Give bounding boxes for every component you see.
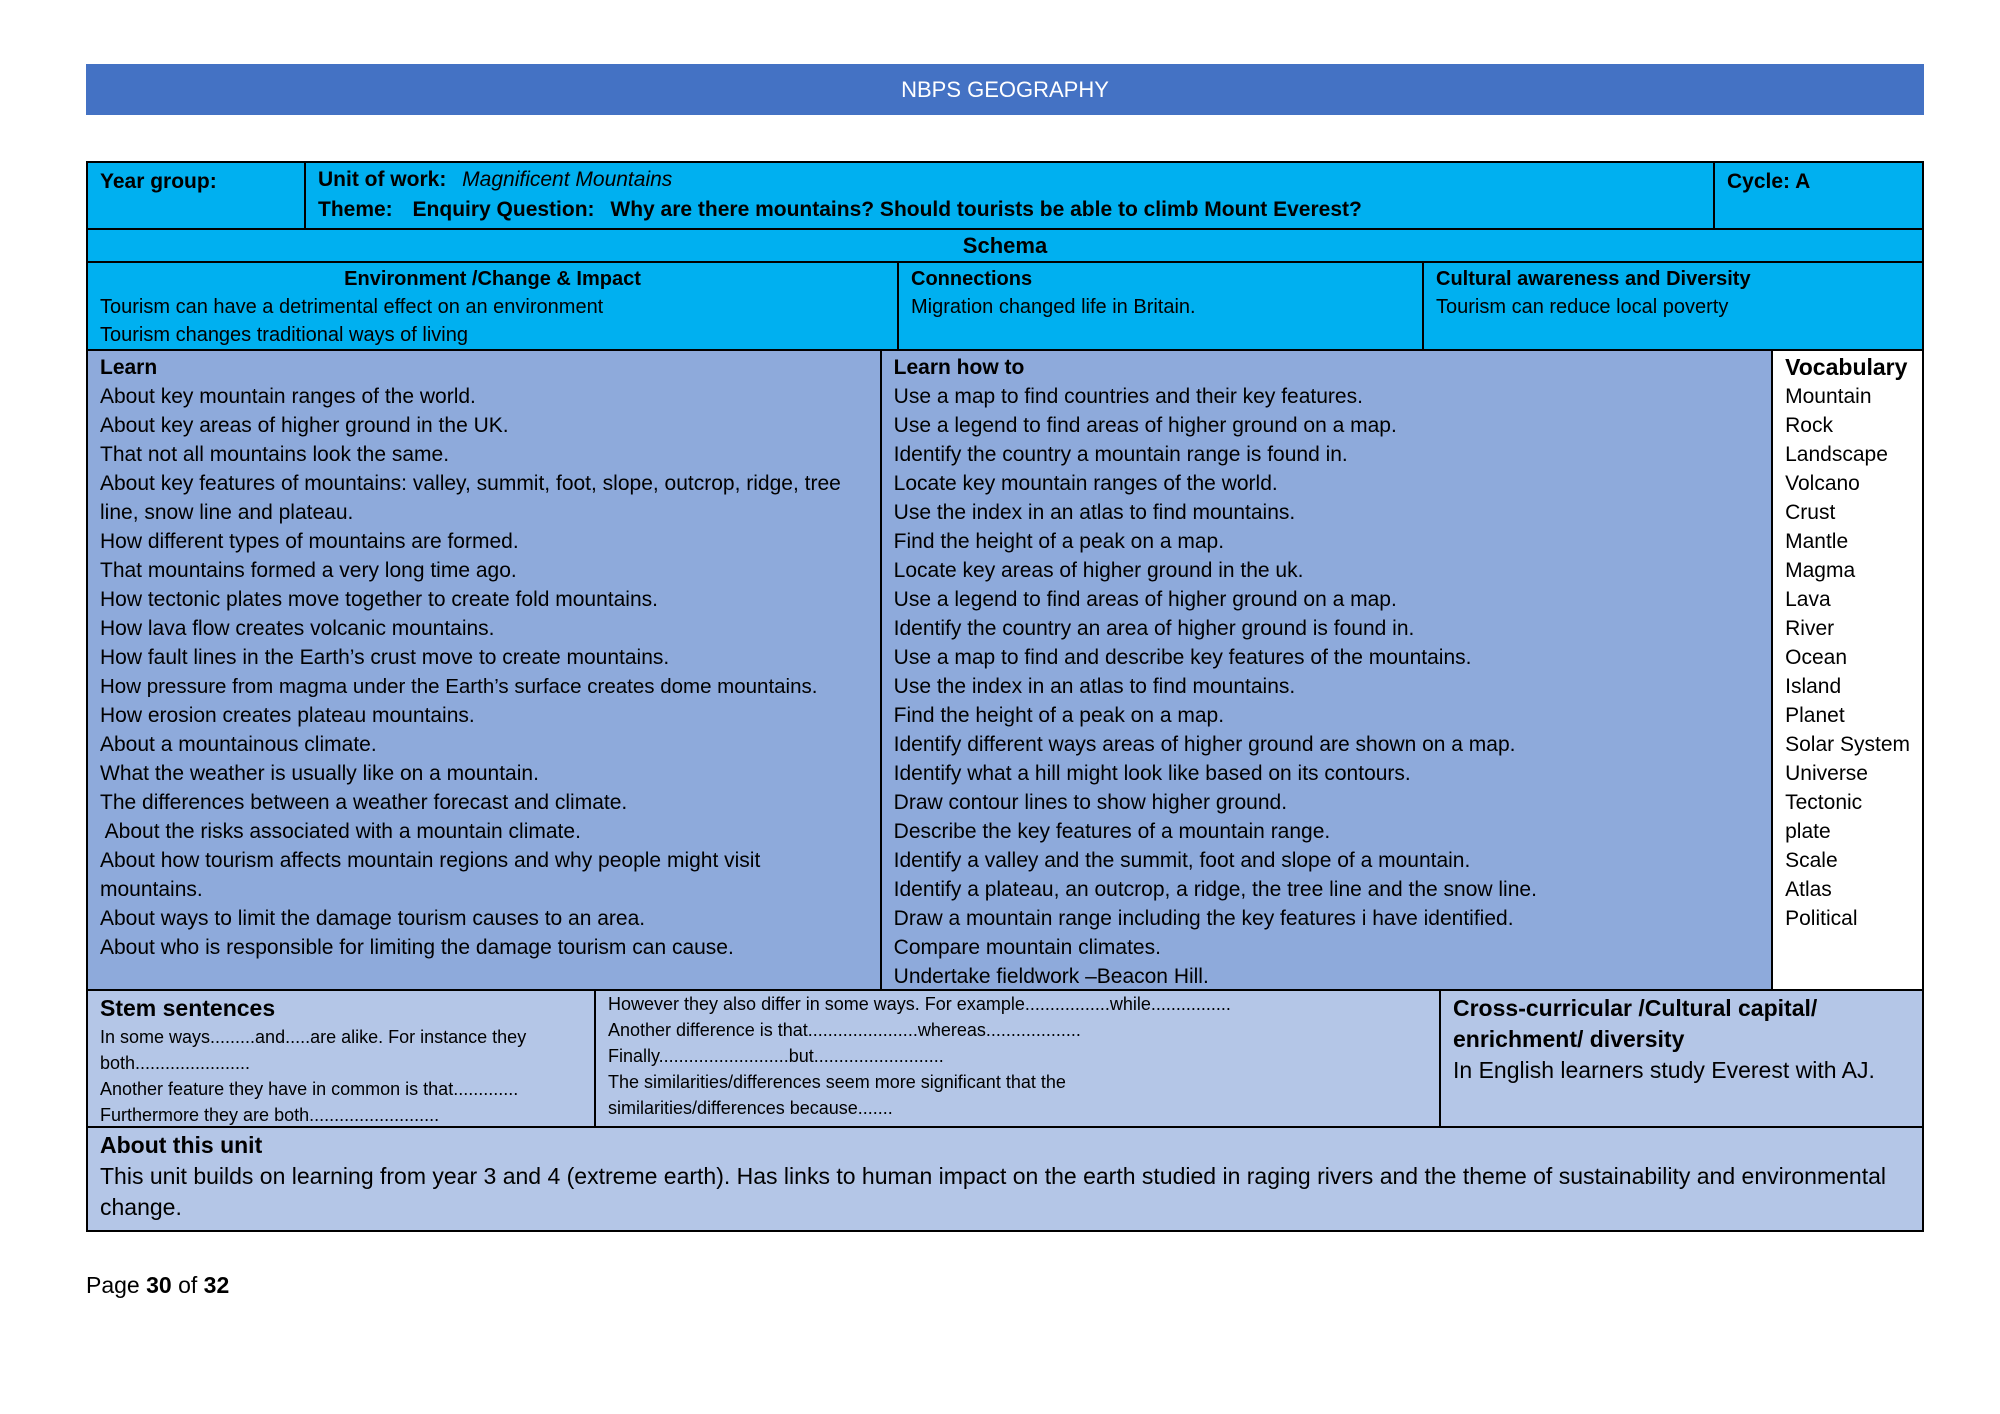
- unit-label: Unit of work:: [318, 168, 447, 191]
- learn-item: The differences between a weather forecast and climate.: [100, 791, 628, 814]
- vocabulary-item: Ocean: [1785, 646, 1847, 669]
- vocabulary-item: River: [1785, 617, 1835, 640]
- of-word: of: [178, 1272, 198, 1298]
- learn-how-item: Identify different ways areas of higher ground are shown on a map.: [893, 733, 1516, 756]
- learn-how-item: Undertake fieldwork –Beacon Hill.: [893, 965, 1209, 988]
- learn-item: That not all mountains look the same.: [100, 443, 450, 466]
- learn-item: About ways to limit the damage tourism causes to an area.: [100, 907, 646, 930]
- vocabulary-item: plate: [1785, 820, 1831, 843]
- vocabulary-item: Landscape: [1785, 443, 1888, 466]
- page-total: 32: [203, 1272, 230, 1298]
- learn-item: What the weather is usually like on a mountain.: [100, 762, 539, 785]
- banner-title: NBPS GEOGRAPHY: [901, 76, 1109, 102]
- learn-item: About key features of mountains: valley, summit, foot, slope, outcrop, ridge, tree line, snow line and plateau.: [100, 472, 841, 524]
- learn-how-item: Locate key areas of higher ground in the uk.: [893, 559, 1304, 582]
- learn-how-item: Find the height of a peak on a map.: [893, 704, 1225, 727]
- learn-how-item: Identify the country an area of higher ground is found in.: [893, 617, 1415, 640]
- schema-title: Schema: [962, 233, 1048, 258]
- learn-item: That mountains formed a very long time ago.: [100, 559, 517, 582]
- connections-title: Connections: [911, 268, 1033, 290]
- learn-title: Learn: [100, 356, 158, 379]
- environment-line: Tourism can have a detrimental effect on an environment: [100, 296, 604, 318]
- stem-line: Another feature they have in common is that.............: [100, 1079, 519, 1099]
- vocabulary-item: Rock: [1785, 414, 1833, 437]
- learn-item: How fault lines in the Earth’s crust move to create mountains.: [100, 646, 670, 669]
- vocabulary-item: Crust: [1785, 501, 1836, 524]
- learn-item: How different types of mountains are formed.: [100, 530, 519, 553]
- vocabulary-item: Planet: [1785, 704, 1845, 727]
- learn-item: About key areas of higher ground in the UK.: [100, 414, 509, 437]
- learn-cell: [88, 351, 882, 989]
- learn-item: How lava flow creates volcanic mountains.: [100, 617, 495, 640]
- year-group-label: Year group:: [100, 170, 217, 193]
- learn-how-item: Use the index in an atlas to find mountains.: [893, 675, 1296, 698]
- learn-how-item: Identify a valley and the summit, foot and slope of a mountain.: [893, 849, 1471, 872]
- learn-item: About key mountain ranges of the world.: [100, 385, 476, 408]
- cultural-title: Cultural awareness and Diversity: [1436, 268, 1751, 290]
- vocabulary-item: Lava: [1785, 588, 1831, 611]
- learn-how-item: Use a map to find countries and their key features.: [893, 385, 1363, 408]
- learn-how-item: Find the height of a peak on a map.: [893, 530, 1225, 553]
- vocabulary-item: Political: [1785, 907, 1858, 930]
- learn-item: How tectonic plates move together to create fold mountains.: [100, 588, 658, 611]
- vocabulary-item: Universe: [1785, 762, 1868, 785]
- learn-how-item: Use a legend to find areas of higher ground on a map.: [893, 414, 1397, 437]
- about-row: [88, 1128, 1922, 1230]
- about-cell: [88, 1128, 1922, 1230]
- schema-cultural-cell: [1424, 263, 1922, 349]
- learn-how-item: Describe the key features of a mountain range.: [893, 820, 1331, 843]
- stem-line: Finally..........................but..........................: [608, 1046, 944, 1066]
- vocabulary-item: Mountain: [1785, 385, 1872, 408]
- environment-line: Tourism changes traditional ways of living: [100, 324, 468, 346]
- page-current: 30: [146, 1272, 172, 1298]
- vocabulary-item: Tectonic: [1785, 791, 1863, 814]
- vocabulary-item: Solar System: [1785, 733, 1910, 756]
- cross-curricular-text: In English learners study Everest with AJ.: [1453, 1057, 1875, 1083]
- stem-line: However they also differ in some ways. For example.................while................: [608, 994, 1231, 1014]
- page-banner: [86, 64, 1924, 115]
- learn-item: About how tourism affects mountain regions and why people might visit mountains.: [100, 849, 761, 901]
- stem-title: Stem sentences: [100, 995, 276, 1021]
- learn-how-item: Identify a plateau, an outcrop, a ridge, the tree line and the snow line.: [893, 878, 1537, 901]
- schema-environment-cell: [88, 263, 899, 349]
- learn-how-title: Learn how to: [893, 356, 1025, 379]
- stem-line: Furthermore they are both..........................: [100, 1105, 440, 1125]
- stem-line: Another difference is that......................whereas...................: [608, 1020, 1081, 1040]
- learn-how-item: Use a legend to find areas of higher ground on a map.: [893, 588, 1397, 611]
- vocabulary-item: Island: [1785, 675, 1842, 698]
- unit-planning-table: [86, 161, 1924, 1232]
- learn-how-item: Identify what a hill might look like based on its contours.: [893, 762, 1411, 785]
- connections-line: Migration changed life in Britain.: [911, 296, 1196, 318]
- learn-item: How erosion creates plateau mountains.: [100, 704, 475, 727]
- about-text: This unit builds on learning from year 3 and 4 (extreme earth). Has links to human impact on the earth studied in raging rivers and the theme of sustainability and environmental change.: [100, 1163, 1887, 1220]
- learn-item: About a mountainous climate.: [100, 733, 377, 756]
- learn-how-item: Identify the country a mountain range is found in.: [893, 443, 1348, 466]
- cross-curricular-title: Cross-curricular /Cultural capital/ enrichment/ diversity: [1453, 995, 1818, 1052]
- unit-cell: [306, 163, 1715, 228]
- vocabulary-item: Magma: [1785, 559, 1856, 582]
- learn-how-item: Draw a mountain range including the key features i have identified.: [893, 907, 1514, 930]
- unit-value: Magnificent Mountains: [462, 168, 673, 191]
- learn-how-cell: [882, 351, 1773, 989]
- page-footer: [86, 1272, 229, 1299]
- cycle-label: Cycle: A: [1727, 170, 1811, 193]
- stem-line: The similarities/differences seem more significant that the similarities/differences because.......: [608, 1072, 1066, 1118]
- page-word: Page: [86, 1272, 140, 1298]
- theme-label: Theme:: [318, 198, 393, 221]
- learn-item: About the risks associated with a mountain climate.: [100, 820, 581, 843]
- learn-how-item: Compare mountain climates.: [893, 936, 1161, 959]
- learn-item: About who is responsible for limiting the damage tourism can cause.: [100, 936, 734, 959]
- year-group-cell: [88, 163, 306, 228]
- learn-row: [88, 351, 1922, 991]
- schema-connections-cell: [899, 263, 1424, 349]
- stem-line: In some ways.........and.....are alike. For instance they both.......................: [100, 1027, 527, 1073]
- vocabulary-cell: [1773, 351, 1922, 989]
- header-row: [88, 163, 1922, 230]
- cultural-line: Tourism can reduce local poverty: [1436, 296, 1729, 318]
- vocabulary-item: Atlas: [1785, 878, 1832, 901]
- stem-row: [88, 991, 1922, 1128]
- learn-how-item: Use a map to find and describe key features of the mountains.: [893, 646, 1472, 669]
- environment-title: Environment /Change & Impact: [344, 268, 641, 290]
- vocabulary-title: Vocabulary: [1785, 354, 1908, 380]
- learn-how-item: Draw contour lines to show higher ground.: [893, 791, 1288, 814]
- schema-title-cell: [88, 230, 1922, 261]
- schema-row: [88, 263, 1922, 351]
- stem-left-cell: [88, 991, 596, 1126]
- vocabulary-item: Scale: [1785, 849, 1838, 872]
- enquiry-text: Why are there mountains? Should tourists be able to climb Mount Everest?: [610, 198, 1362, 221]
- stem-right-cell: [596, 991, 1441, 1126]
- cross-curricular-cell: [1441, 991, 1922, 1126]
- about-title: About this unit: [100, 1132, 263, 1158]
- vocabulary-item: Mantle: [1785, 530, 1849, 553]
- cycle-cell: [1715, 163, 1922, 228]
- learn-item: How pressure from magma under the Earth’s surface creates dome mountains.: [100, 675, 818, 698]
- enquiry-label: Enquiry Question:: [412, 198, 595, 221]
- vocabulary-item: Volcano: [1785, 472, 1860, 495]
- learn-how-item: Locate key mountain ranges of the world.: [893, 472, 1278, 495]
- learn-how-item: Use the index in an atlas to find mountains.: [893, 501, 1296, 524]
- schema-title-row: [88, 230, 1922, 263]
